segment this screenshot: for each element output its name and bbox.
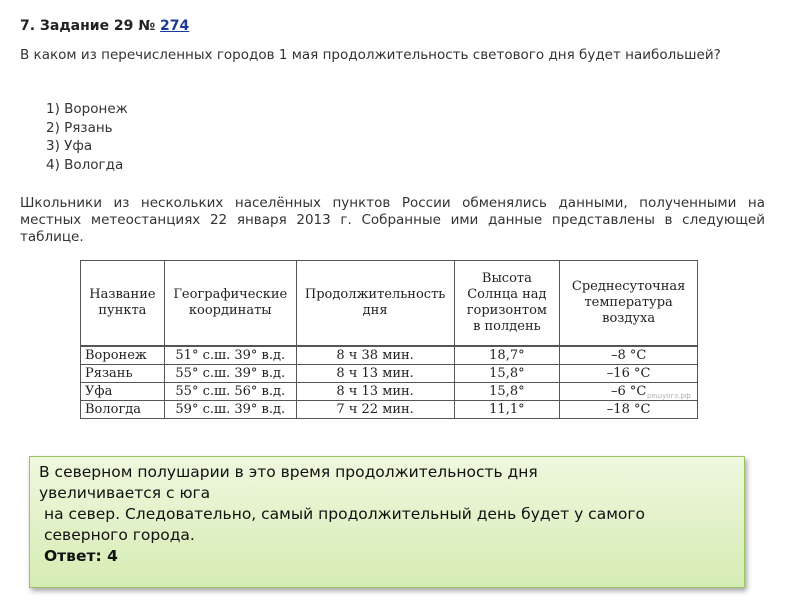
option-1: 1) Воронеж bbox=[46, 101, 128, 117]
header-sun-height: Высота Солнца над горизонтом в полдень bbox=[454, 261, 560, 347]
option-2: 2) Рязань bbox=[46, 119, 113, 136]
task-title: 7. Задание 29 № bbox=[20, 18, 156, 34]
table-row bbox=[81, 346, 698, 365]
table-row bbox=[81, 383, 698, 401]
cell-coordinates: 59° с.ш. 39° в.д. bbox=[164, 401, 296, 419]
cell-temperature: –8 °С bbox=[560, 346, 698, 365]
cell-sun-height: 15,8° bbox=[454, 365, 560, 383]
cell-coordinates: 51° с.ш. 39° в.д. bbox=[164, 346, 296, 365]
header-coordinates: Географические координаты bbox=[164, 261, 296, 347]
header-name: Название пункта bbox=[81, 261, 165, 347]
cell-name: Воронеж bbox=[81, 346, 165, 365]
cell-sun-height: 11,1° bbox=[454, 401, 560, 419]
cell-day-length: 7 ч 22 мин. bbox=[296, 401, 454, 419]
cell-sun-height: 18,7° bbox=[454, 346, 560, 365]
cell-sun-height: 15,8° bbox=[454, 383, 560, 401]
cell-day-length: 8 ч 38 мин. bbox=[296, 346, 454, 365]
answer-options bbox=[46, 100, 128, 174]
option-4: 4) Вологда bbox=[46, 156, 124, 173]
explanation-line-1: В северном полушарии в это время продолжительность дня bbox=[39, 463, 538, 481]
cell-coordinates: 55° с.ш. 39° в.д. bbox=[164, 365, 296, 383]
answer-value: : 4 bbox=[95, 547, 118, 565]
answer-line bbox=[39, 546, 734, 567]
watermark: решуогэ.рф bbox=[647, 392, 691, 400]
table-row bbox=[81, 365, 698, 383]
header-temperature: Среднесуточная температура воздуха bbox=[560, 261, 698, 347]
explanation-line-2: увеличивается с юга bbox=[39, 484, 211, 502]
cell-coordinates: 55° с.ш. 56° в.д. bbox=[164, 383, 296, 401]
task-number-link[interactable]: 274 bbox=[160, 18, 190, 34]
intro-text: Школьники из нескольких населённых пунктов России обменялись данными, полученными на местных метеостанциях 22 января 2013 г. Собранные ими данные представлены в следующей таблице. bbox=[20, 195, 765, 245]
answer-label: Ответ bbox=[44, 547, 96, 565]
cell-temperature: –6 °С bbox=[560, 383, 698, 401]
cell-temperature: –18 °С bbox=[560, 401, 698, 419]
weather-data-table bbox=[80, 260, 698, 419]
table-header-row bbox=[81, 261, 698, 347]
cell-temperature: –16 °С bbox=[560, 365, 698, 383]
cell-day-length: 8 ч 13 мин. bbox=[296, 365, 454, 383]
task-header bbox=[20, 18, 189, 34]
question-text: В каком из перечисленных городов 1 мая продолжительность светового дня будет наибольшей? bbox=[20, 47, 721, 63]
explanation-line-3: на север. Следовательно, самый продолжительный день будет у самого bbox=[44, 505, 646, 523]
answer-explanation-box bbox=[29, 456, 745, 588]
cell-day-length: 8 ч 13 мин. bbox=[296, 383, 454, 401]
cell-name: Вологда bbox=[81, 401, 165, 419]
explanation-line-4: северного города. bbox=[44, 526, 195, 544]
header-day-length: Продолжительность дня bbox=[296, 261, 454, 347]
cell-name: Уфа bbox=[81, 383, 165, 401]
option-3: 3) Уфа bbox=[46, 138, 93, 154]
table-row bbox=[81, 401, 698, 419]
cell-name: Рязань bbox=[81, 365, 165, 383]
